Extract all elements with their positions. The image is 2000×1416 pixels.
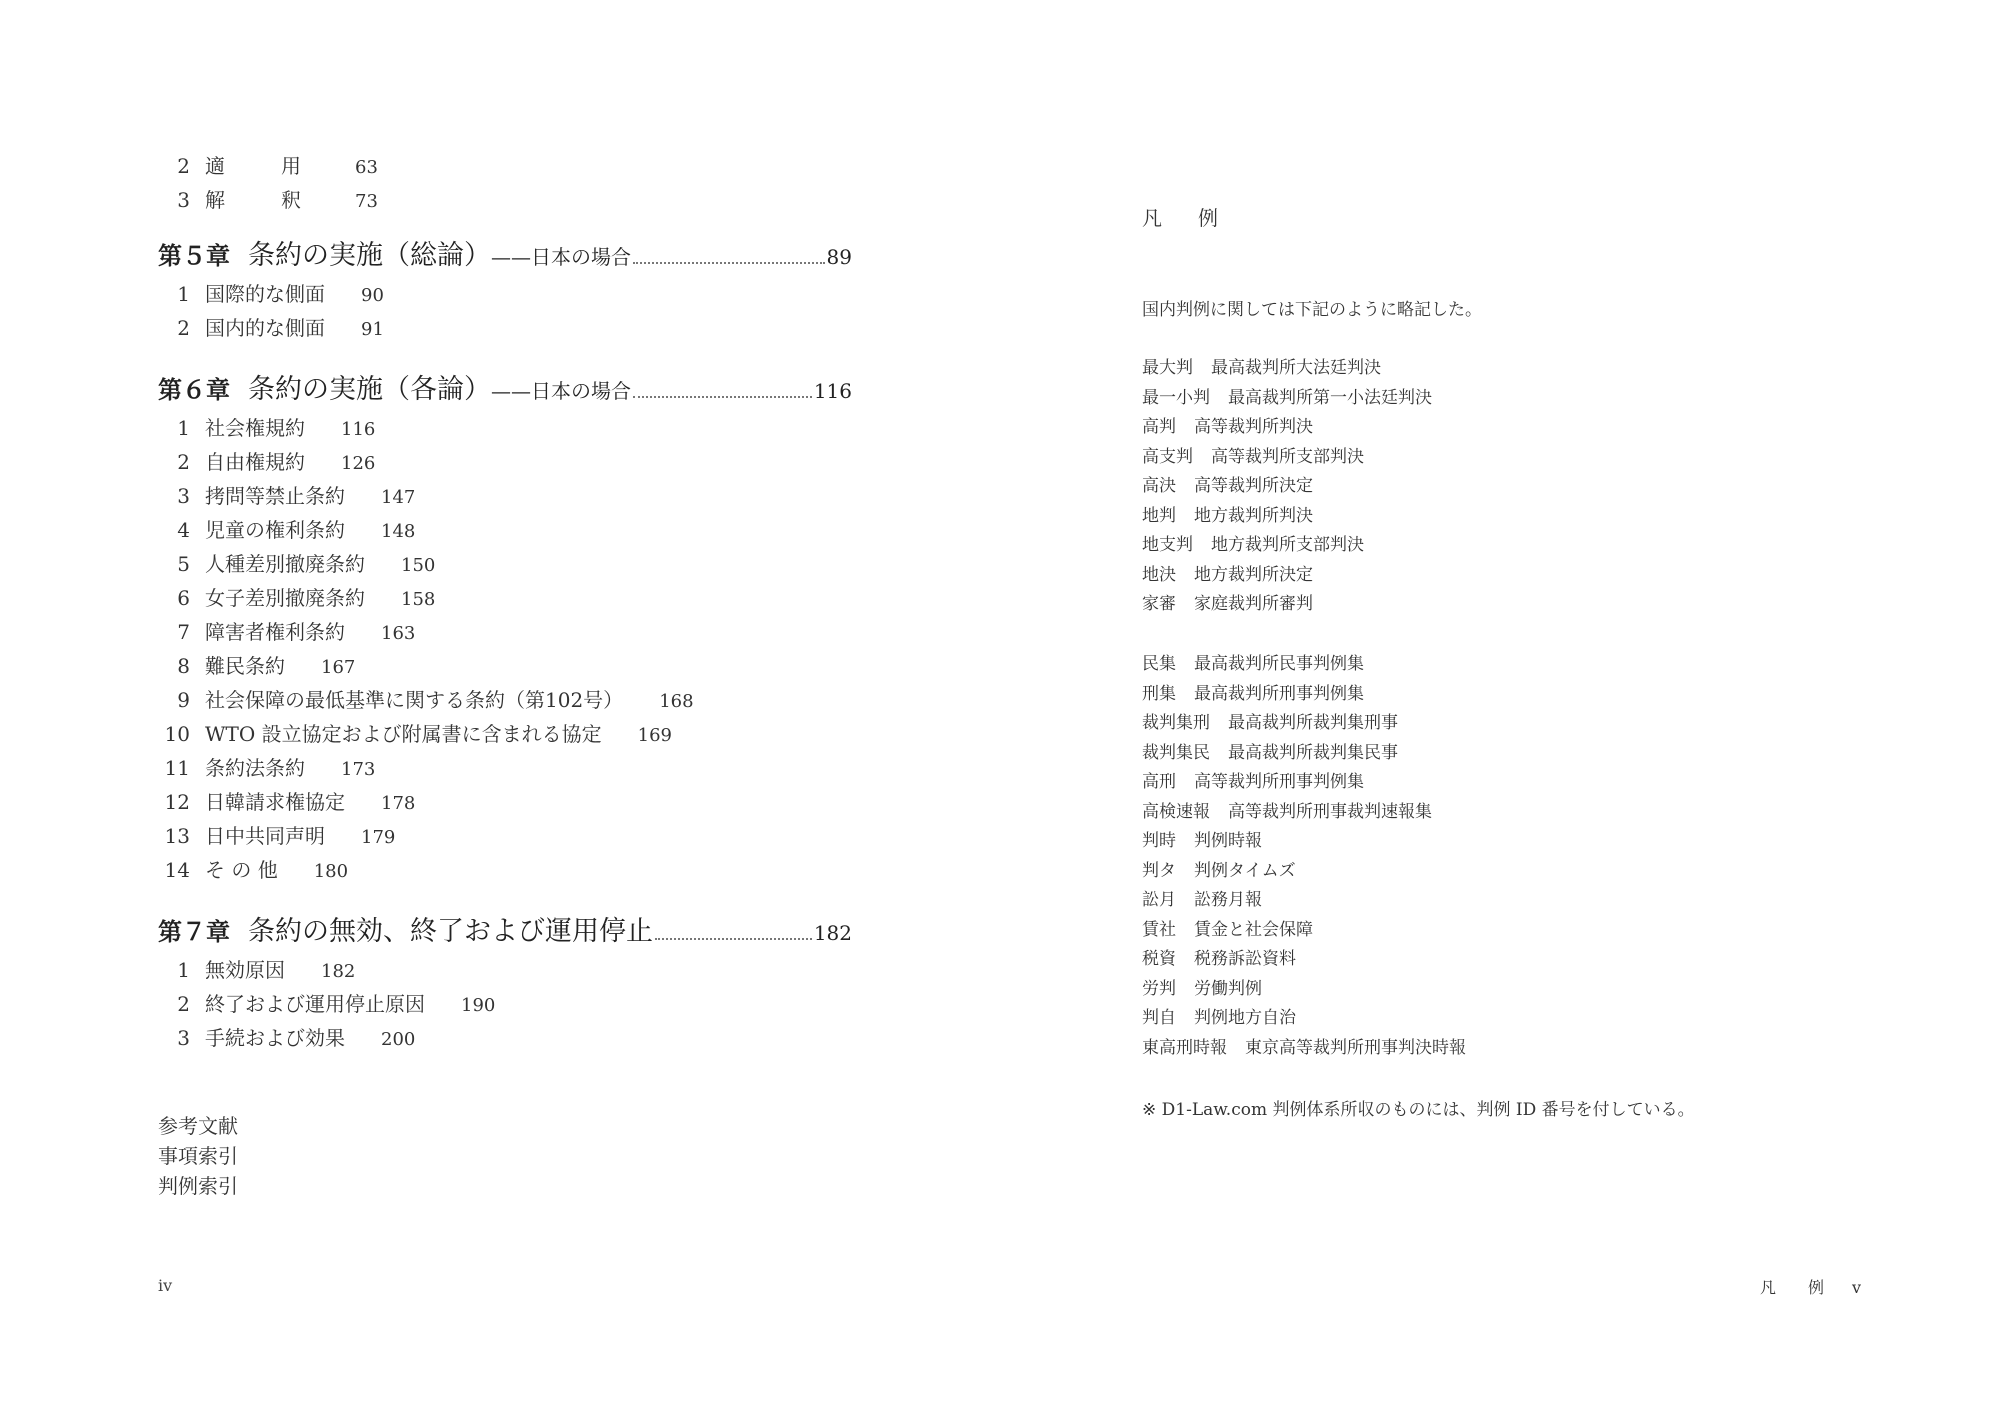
legend-full-name: 最高裁判所裁判集民事 [1228, 742, 1398, 763]
toc-section-number: 1 [177, 282, 190, 306]
toc-section-row [177, 482, 416, 510]
toc-section-number: 3 [177, 188, 190, 212]
toc-section-page: 73 [355, 191, 378, 212]
legend-abbreviation: 裁判集刑 [1142, 713, 1210, 733]
toc-chapter-page: 116 [813, 379, 852, 403]
toc-section-page: 63 [355, 157, 378, 178]
toc-section-number: 9 [177, 688, 190, 712]
legend-full-name: 最高裁判所第一小法廷判決 [1228, 387, 1432, 408]
toc-section-page: 173 [341, 759, 376, 780]
legend-abbreviation-row [1142, 563, 1313, 587]
legend-abbreviation: 高刑 [1142, 772, 1176, 792]
toc-section-title: 適 用 [205, 154, 319, 178]
toc-section-title: 社会保障の最低基準に関する条約（第102号） [205, 688, 624, 712]
legend-full-name: 地方裁判所判決 [1194, 505, 1313, 526]
toc-section-title: 障害者権利条約 [205, 620, 345, 644]
toc-section-page: 163 [381, 623, 416, 644]
toc-section-row [164, 720, 673, 748]
toc-section-title: 国際的な側面 [205, 282, 325, 306]
toc-section-number: 2 [177, 316, 190, 340]
toc-section-title: 人種差別撤廃条約 [205, 552, 365, 576]
toc-section-page: 169 [637, 725, 673, 746]
legend-heading: 凡 例 [1142, 206, 1226, 230]
legend-abbreviation: 判自 [1142, 1008, 1176, 1028]
legend-full-name: 判例地方自治 [1194, 1008, 1296, 1028]
legend-full-name: 最高裁判所大法廷判決 [1211, 358, 1381, 378]
toc-section-row [177, 152, 378, 180]
toc-dot-leader [633, 396, 812, 398]
toc-section-row [177, 584, 436, 612]
legend-full-name: 高等裁判所支部判決 [1211, 446, 1364, 467]
toc-section-title: 解 釈 [205, 188, 319, 212]
legend-abbreviation-row [1142, 711, 1398, 735]
toc-section-page: 180 [313, 861, 349, 882]
toc-section-number: 2 [177, 992, 190, 1016]
legend-full-name: 判例時報 [1194, 831, 1262, 851]
toc-section-row [177, 618, 416, 646]
toc-section-number: 2 [177, 154, 190, 178]
legend-full-name: 判例タイムズ [1194, 860, 1296, 881]
legend-intro: 国内判例に関しては下記のように略記した。 [1142, 300, 1482, 320]
toc-section-page: 91 [361, 319, 384, 340]
legend-abbreviation-row [1142, 859, 1296, 883]
toc-section-page: 116 [341, 419, 376, 440]
toc-chapter-subtitle: ——日本の場合 [491, 245, 631, 269]
toc-chapter-title: 条約の実施（総論） [248, 240, 491, 271]
legend-full-name: 賃金と社会保障 [1194, 919, 1313, 940]
toc-dot-leader [633, 262, 825, 264]
toc-section-page: 190 [461, 995, 496, 1016]
legend-abbreviation: 訟月 [1142, 890, 1176, 910]
legend-abbreviation: 裁判集民 [1142, 742, 1210, 763]
toc-section-number: 5 [177, 552, 190, 576]
toc-section-title: 自由権規約 [205, 450, 305, 474]
toc-section-row [164, 856, 349, 884]
toc-chapter-label: 第７章 [158, 918, 230, 946]
toc-section-title: 社会権規約 [205, 416, 305, 440]
toc-section-page: 200 [381, 1029, 416, 1050]
toc-section-row [177, 990, 496, 1018]
legend-abbreviation: 高検速報 [1142, 801, 1210, 822]
legend-abbreviation: 東高刑時報 [1142, 1037, 1227, 1058]
legend-abbreviation: 刑集 [1142, 683, 1176, 704]
toc-section-row [177, 516, 416, 544]
legend-abbreviation-row [1142, 474, 1313, 498]
toc-section-row [177, 652, 356, 680]
toc-chapter-row [158, 914, 852, 950]
legend-abbreviation: 民集 [1142, 654, 1176, 674]
toc-section-row [177, 448, 376, 476]
toc-section-page: 90 [361, 285, 384, 306]
toc-section-number: 3 [177, 1026, 190, 1050]
toc-dot-leader [655, 938, 812, 940]
toc-section-row [164, 754, 376, 782]
toc-section-number: 13 [164, 824, 190, 848]
legend-abbreviation: 地判 [1142, 505, 1176, 526]
toc-section-page: 168 [659, 691, 694, 712]
toc-chapter-label: 第５章 [158, 242, 230, 270]
toc-section-title: 児童の権利条約 [205, 518, 345, 542]
legend-abbreviation-row [1142, 770, 1364, 794]
toc-section-title: そ の 他 [205, 858, 278, 882]
legend-full-name: 家庭裁判所審判 [1194, 594, 1313, 614]
toc-back-matter-item: 判例索引 [158, 1174, 238, 1198]
toc-section-page: 150 [401, 555, 436, 576]
legend-abbreviation: 地支判 [1142, 535, 1193, 555]
legend-abbreviation: 税資 [1142, 949, 1176, 969]
toc-section-number: 7 [177, 620, 190, 644]
legend-full-name: 地方裁判所支部判決 [1211, 535, 1364, 555]
legend-abbreviation: 労判 [1142, 978, 1176, 999]
legend-full-name: 最高裁判所刑事判例集 [1194, 683, 1364, 704]
toc-section-number: 14 [164, 858, 190, 882]
toc-section-row [164, 822, 396, 850]
toc-section-number: 1 [177, 958, 190, 982]
toc-chapter-row [158, 238, 852, 274]
legend-abbreviation-row [1142, 533, 1364, 557]
toc-section-title: 国内的な側面 [205, 316, 325, 340]
legend-abbreviation: 最大判 [1142, 358, 1193, 378]
toc-section-page: 179 [361, 827, 396, 848]
toc-section-page: 158 [401, 589, 436, 610]
legend-abbreviation: 家審 [1142, 594, 1176, 614]
toc-chapter-page: 89 [826, 245, 852, 269]
page-folio-label-right: 凡 例 [1760, 1278, 1833, 1297]
toc-back-matter-item: 事項索引 [158, 1144, 238, 1168]
toc-section-row [177, 314, 384, 342]
legend-abbreviation: 地決 [1142, 564, 1176, 585]
legend-abbreviation-row [1142, 356, 1381, 380]
toc-chapter-row [158, 372, 852, 408]
legend-full-name: 訟務月報 [1194, 890, 1262, 910]
toc-section-row [177, 686, 694, 714]
toc-section-number: 1 [177, 416, 190, 440]
legend-full-name: 高等裁判所刑事裁判速報集 [1228, 801, 1432, 822]
toc-section-number: 6 [177, 586, 190, 610]
legend-full-name: 労働判例 [1194, 978, 1262, 999]
toc-section-title: 終了および運用停止原因 [205, 992, 425, 1016]
legend-abbreviation: 判タ [1142, 860, 1176, 881]
toc-section-page: 182 [321, 961, 356, 982]
toc-section-title: 拷問等禁止条約 [205, 484, 345, 508]
toc-section-number: 10 [164, 722, 190, 746]
toc-chapter-page: 182 [813, 921, 852, 945]
legend-abbreviation-row [1142, 829, 1262, 853]
toc-section-page: 147 [381, 487, 416, 508]
legend-abbreviation: 最一小判 [1142, 387, 1210, 408]
legend-abbreviation-row [1142, 592, 1313, 616]
legend-abbreviation: 判時 [1142, 831, 1176, 851]
toc-section-title: 無効原因 [205, 958, 285, 982]
legend-full-name: 最高裁判所民事判例集 [1194, 654, 1364, 674]
page-folio-left: iv [158, 1276, 173, 1295]
toc-chapter-title: 条約の無効、終了および運用停止 [248, 916, 653, 947]
toc-section-title: 難民条約 [205, 654, 285, 678]
toc-chapter-title: 条約の実施（各論） [248, 374, 491, 405]
legend-full-name: 地方裁判所決定 [1194, 564, 1313, 585]
legend-note: ※ D1-Law.com 判例体系所収のものには、判例 ID 番号を付している。 [1142, 1100, 1695, 1120]
legend-abbreviation: 賃社 [1142, 919, 1176, 940]
toc-section-title: 女子差別撤廃条約 [205, 586, 365, 610]
legend-abbreviation-row [1142, 918, 1313, 942]
toc-section-page: 167 [321, 657, 356, 678]
legend-abbreviation-row [1142, 652, 1364, 676]
legend-full-name: 高等裁判所判決 [1194, 417, 1313, 437]
legend-full-name: 高等裁判所決定 [1194, 476, 1313, 496]
legend-abbreviation-row [1142, 947, 1296, 971]
legend-abbreviation-row [1142, 1036, 1466, 1060]
toc-section-row [177, 414, 376, 442]
legend-full-name: 東京高等裁判所刑事判決時報 [1245, 1037, 1466, 1058]
toc-section-number: 2 [177, 450, 190, 474]
legend-abbreviation-row [1142, 504, 1313, 528]
toc-section-number: 3 [177, 484, 190, 508]
toc-section-page: 178 [381, 793, 416, 814]
legend-abbreviation-row [1142, 977, 1262, 1001]
toc-section-title: 条約法条約 [205, 756, 305, 780]
toc-section-number: 4 [177, 518, 190, 542]
legend-abbreviation-row [1142, 1006, 1296, 1030]
legend-full-name: 高等裁判所刑事判例集 [1194, 772, 1364, 792]
legend-abbreviation: 高決 [1142, 476, 1176, 496]
right-page [1000, 0, 2000, 1416]
toc-section-page: 126 [341, 453, 376, 474]
legend-abbreviation-row [1142, 682, 1364, 706]
legend-abbreviation-row [1142, 415, 1313, 439]
toc-chapter-subtitle: ——日本の場合 [491, 379, 631, 403]
legend-abbreviation: 高支判 [1142, 446, 1193, 467]
legend-abbreviation-row [1142, 888, 1262, 912]
toc-chapter-label: 第６章 [158, 376, 230, 404]
toc-section-row [177, 186, 378, 214]
toc-section-page: 148 [381, 521, 416, 542]
toc-section-row [177, 1024, 416, 1052]
toc-back-matter-item: 参考文献 [158, 1114, 238, 1138]
legend-full-name: 税務訴訟資料 [1194, 949, 1296, 969]
toc-section-title: 手続および効果 [205, 1026, 345, 1050]
toc-section-title: 日中共同声明 [205, 824, 325, 848]
toc-section-number: 12 [164, 790, 190, 814]
legend-abbreviation-row [1142, 800, 1432, 824]
legend-full-name: 最高裁判所裁判集刑事 [1228, 713, 1398, 733]
legend-abbreviation: 高判 [1142, 417, 1176, 437]
toc-section-row [177, 956, 356, 984]
toc-section-title: 日韓請求権協定 [205, 790, 345, 814]
toc-section-row [177, 550, 436, 578]
toc-section-row [164, 788, 416, 816]
legend-abbreviation-row [1142, 445, 1364, 469]
legend-abbreviation-row [1142, 386, 1432, 410]
toc-section-number: 8 [177, 654, 190, 678]
toc-section-title: WTO 設立協定および附属書に含まれる協定 [205, 722, 602, 746]
legend-abbreviation-row [1142, 741, 1398, 765]
toc-section-number: 11 [164, 756, 190, 780]
toc-section-row [177, 280, 384, 308]
page-folio-right: v [1852, 1278, 1862, 1297]
